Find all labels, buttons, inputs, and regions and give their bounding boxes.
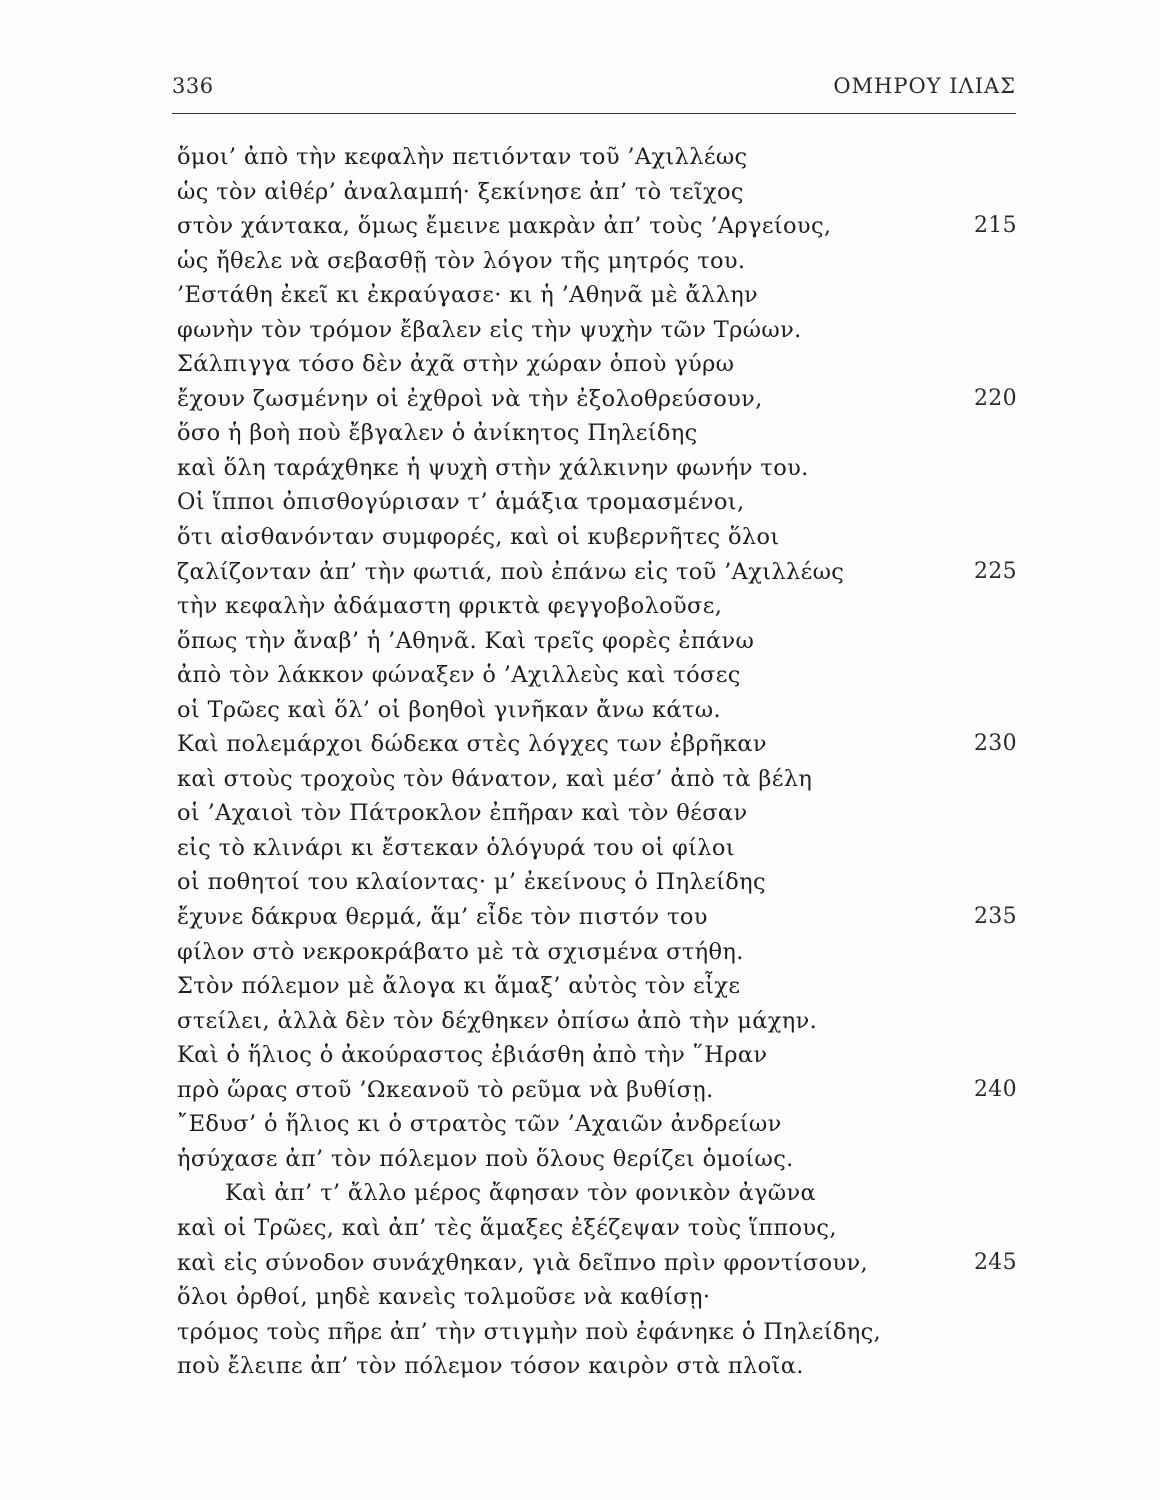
verse-text: ῎Εδυσ’ ὁ ἥλιος κι ὁ στρατὸς τῶν ’Αχαιῶν ἀνδρείων — [177, 1111, 782, 1138]
verse-line — [177, 347, 1017, 382]
verse-text: Σάλπιγγα τόσο δὲν ἀχᾶ στὴν χώραν ὁποὺ γύρω — [177, 351, 735, 378]
line-number: 230 — [973, 731, 1017, 757]
verse-line — [177, 693, 1017, 728]
verse-line — [177, 1142, 1017, 1177]
verse-line — [177, 278, 1017, 313]
page-number: 336 — [172, 74, 214, 98]
verse-text: ἀπὸ τὸν λάκκον φώναξεν ὁ ’Αχιλλεὺς καὶ τόσες — [177, 662, 741, 689]
verse-line — [177, 900, 1017, 935]
verse-text: Οἱ ἵπποι ὀπισθογύρισαν τ’ ἁμάξια τρομασμένοι, — [177, 489, 745, 516]
verse-text: Καὶ ὁ ἥλιος ὁ ἀκούραστος ἐβιάσθη ἀπὸ τὴν ῞Ηραν — [177, 1042, 768, 1069]
verse-line — [177, 416, 1017, 451]
line-number: 235 — [973, 904, 1017, 930]
verse-text: στὸν χάντακα, ὅμως ἔμεινε μακρὰν ἀπ’ τοὺς ’Αργείους, — [177, 213, 832, 240]
verse-text: Στὸν πόλεμον μὲ ἄλογα κι ἅμαξ’ αὐτὸς τὸν εἶχε — [177, 973, 741, 1000]
header-rule — [172, 113, 1016, 114]
verse-line — [177, 969, 1017, 1004]
verse-line — [177, 1107, 1017, 1142]
verse-text: καὶ στοὺς τροχοὺς τὸν θάνατον, καὶ μέσ’ ἀπὸ τὰ βέλη — [177, 765, 813, 792]
verse-line — [177, 1246, 1017, 1281]
line-number: 220 — [973, 385, 1017, 411]
verse-line — [177, 1004, 1017, 1039]
verse-text: ζαλίζονταν ἀπ’ τὴν φωτιά, ποὺ ἐπάνω εἰς τοῦ ’Αχιλλέως — [177, 558, 845, 585]
verse-line — [177, 1315, 1017, 1350]
verse-line — [177, 244, 1017, 279]
verse-text: πρὸ ὥρας στοῦ ’Ωκεανοῦ τὸ ρεῦμα νὰ βυθίσῃ. — [177, 1076, 714, 1103]
verse-text: ἔχουν ζωσμένην οἱ ἐχθροὶ νὰ τὴν ἐξολοθρεύσουν, — [177, 385, 763, 412]
verse-line — [177, 1073, 1017, 1108]
verse-line — [177, 1038, 1017, 1073]
verse-line — [177, 520, 1017, 555]
verse-line — [177, 796, 1017, 831]
line-number: 215 — [973, 213, 1017, 239]
line-number: 245 — [973, 1249, 1017, 1275]
verse-line — [177, 555, 1017, 590]
verse-line — [177, 1176, 1017, 1211]
verse-line — [177, 1280, 1017, 1315]
line-number: 225 — [973, 558, 1017, 584]
verse-text: ὡς τὸν αἰθέρ’ ἀναλαμπή· ξεκίνησε ἀπ’ τὸ τεῖχος — [177, 178, 744, 205]
verse-line — [177, 1349, 1017, 1384]
verse-text: ὅσο ἡ βοὴ ποὺ ἔβγαλεν ὁ ἀνίκητος Πηλείδης — [177, 420, 698, 447]
verse-line — [177, 727, 1017, 762]
verse-text: Καὶ ἀπ’ τ’ ἄλλο μέρος ἄφησαν τὸν φονικὸν ἀγῶνα — [225, 1180, 817, 1207]
verse-line — [177, 485, 1017, 520]
verse-line — [177, 451, 1017, 486]
verse-line — [177, 175, 1017, 210]
verse-line — [177, 209, 1017, 244]
verse-text: φίλον στὸ νεκροκράβατο μὲ τὰ σχισμένα στήθη. — [177, 938, 744, 965]
verse-text: ὅμοι’ ἀπὸ τὴν κεφαλὴν πετιόνταν τοῦ ’Αχιλλέως — [177, 144, 748, 170]
verse-line — [177, 140, 1017, 175]
verse-line — [177, 935, 1017, 970]
verse-text: οἱ ’Αχαιοὶ τὸν Πάτροκλον ἐπῆραν καὶ τὸν θέσαν — [177, 800, 748, 827]
verse-text: ὅτι αἰσθανόνταν συμφορές, καὶ οἱ κυβερνῆτες ὅλοι — [177, 524, 780, 551]
verse-text: φωνὴν τὸν τρόμον ἔβαλεν εἰς τὴν ψυχὴν τῶν Τρώων. — [177, 316, 802, 343]
verse-text: ὅλοι ὀρθοί, μηδὲ κανεὶς τολμοῦσε νὰ καθίσῃ· — [177, 1284, 711, 1311]
verse-text: τὴν κεφαλὴν ἀδάμαστη φρικτὰ φεγγοβολοῦσε, — [177, 593, 723, 620]
verse-text: ὅπως τὴν ἄναβ’ ἡ ’Αθηνᾶ. Καὶ τρεῖς φορὲς ἐπάνω — [177, 627, 755, 654]
running-title: ΟΜΗΡΟΥ ΙΛΙΑΣ — [833, 74, 1016, 98]
verse-text: ἡσύχασε ἀπ’ τὸν πόλεμον ποὺ ὅλους θερίζει ὁμοίως. — [177, 1145, 794, 1172]
verse-text: καὶ οἱ Τρῶες, καὶ ἀπ’ τὲς ἅμαξες ἐξέζεψαν τοὺς ἵππους, — [177, 1214, 837, 1241]
verse-text: ἔχυνε δάκρυα θερμά, ἅμ’ εἶδε τὸν πιστόν του — [177, 904, 708, 931]
verse-line — [177, 762, 1017, 797]
verse-text: ὡς ἤθελε νὰ σεβασθῇ τὸν λόγον τῆς μητρός του. — [177, 247, 746, 274]
verse-line — [177, 831, 1017, 866]
verse-text: οἱ Τρῶες καὶ ὅλ’ οἱ βοηθοὶ γινῆκαν ἄνω κάτω. — [177, 696, 721, 723]
verse-text: Καὶ πολεμάρχοι δώδεκα στὲς λόγχες των ἐβρῆκαν — [177, 731, 767, 758]
verse-text: καὶ ὅλη ταράχθηκε ἡ ψυχὴ στὴν χάλκινην φωνήν του. — [177, 454, 809, 481]
verse-line — [177, 1211, 1017, 1246]
verse-line — [177, 658, 1017, 693]
verse-text: ’Εστάθη ἐκεῖ κι ἐκραύγασε· κι ἡ ’Αθηνᾶ μὲ ἄλλην — [177, 282, 759, 309]
verse-block — [177, 140, 1017, 1384]
verse-text: οἱ ποθητοί του κλαίοντας· μ’ ἐκείνους ὁ Πηλείδης — [177, 869, 766, 896]
verse-line — [177, 624, 1017, 659]
page-header — [172, 74, 1016, 110]
verse-line — [177, 382, 1017, 417]
verse-text: στείλει, ἀλλὰ δὲν τὸν δέχθηκεν ὀπίσω ἀπὸ τὴν μάχην. — [177, 1007, 818, 1034]
verse-text: ποὺ ἔλειπε ἀπ’ τὸν πόλεμον τόσον καιρὸν στὰ πλοῖα. — [177, 1353, 804, 1380]
verse-text: τρόμος τοὺς πῆρε ἀπ’ τὴν στιγμὴν ποὺ ἐφάνηκε ὁ Πηλείδης, — [177, 1318, 882, 1345]
verse-line — [177, 313, 1017, 348]
line-number: 240 — [973, 1076, 1017, 1102]
verse-line — [177, 589, 1017, 624]
verse-line — [177, 865, 1017, 900]
verse-text: καὶ εἰς σύνοδον συνάχθηκαν, γιὰ δεῖπνο πρὶν φροντίσουν, — [177, 1249, 869, 1276]
verse-text: εἰς τὸ κλινάρι κι ἔστεκαν ὁλόγυρά του οἱ φίλοι — [177, 834, 735, 861]
